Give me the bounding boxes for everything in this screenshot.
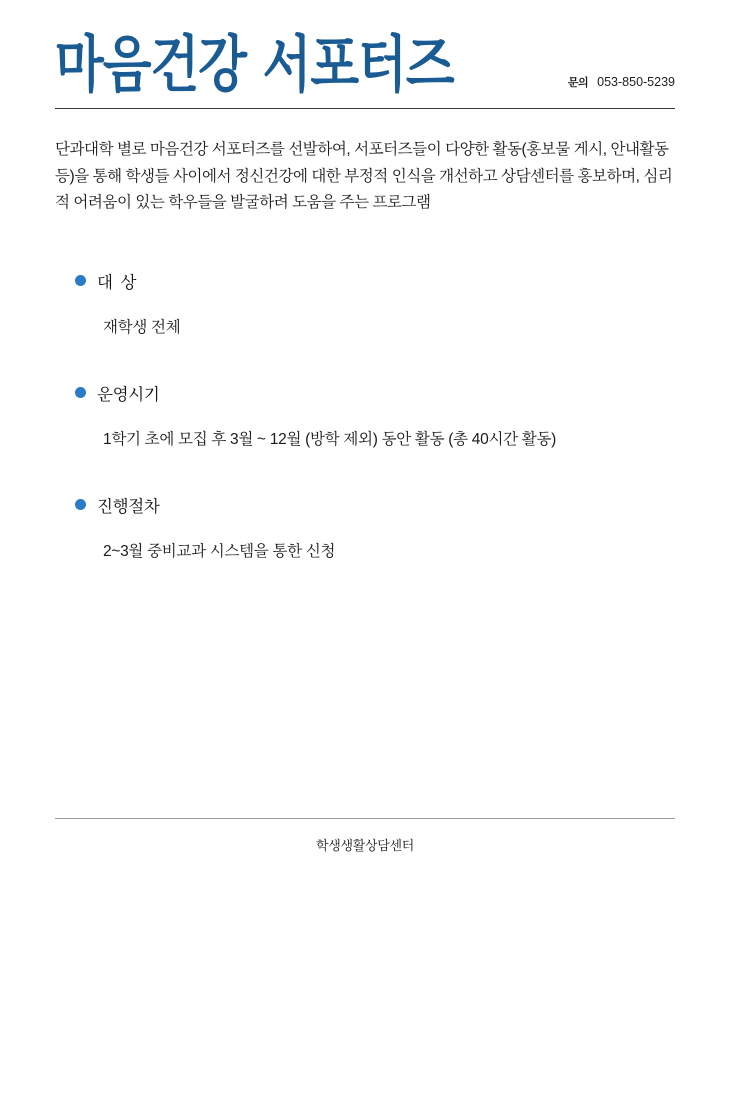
section-title: 진행절차 [97, 497, 160, 516]
contact-label: 문의 [567, 77, 589, 89]
section-header [75, 269, 675, 293]
intro-paragraph: 단과대학 별로 마음건강 서포터즈를 선발하여, 서포터즈들이 다양한 활동(홍보물 게시, 안내활동 등)을 통해 학생들 사이에서 정신건강에 대한 부정적 인식을 개선하고 상담센터를 홍보하며, 심리적 어려움이 있는 학우들을 발굴하려 도움을 주는 프로그램 [55, 141, 673, 212]
bullet-icon [75, 387, 86, 398]
section-title: 운영시기 [97, 385, 160, 404]
section-title: 대 상 [97, 273, 138, 292]
bullet-icon [75, 275, 86, 286]
header-divider [55, 108, 675, 109]
document-footer [55, 818, 675, 854]
section-body: 재학생 전체 [103, 318, 181, 336]
footer-organization: 학생생활상담센터 [315, 838, 415, 853]
section-body: 2~3월 중비교과 시스템을 통한 신청 [103, 542, 336, 560]
sections-list [55, 269, 675, 561]
footer-divider [55, 818, 675, 819]
section-body: 1학기 초에 모집 후 3월 ~ 12월 (방학 제외) 동안 활동 (총 40시간 활동) [103, 430, 557, 448]
section-header [75, 493, 675, 517]
section-procedure [55, 493, 675, 561]
bullet-icon [75, 499, 86, 510]
section-target [55, 269, 675, 337]
contact-phone-number: 053-850-5239 [597, 75, 675, 89]
section-period [55, 381, 675, 449]
document-header [55, 0, 675, 101]
page-title: 마음건강 서포터즈 [55, 29, 454, 101]
contact-info [568, 74, 675, 96]
section-header [75, 381, 675, 405]
